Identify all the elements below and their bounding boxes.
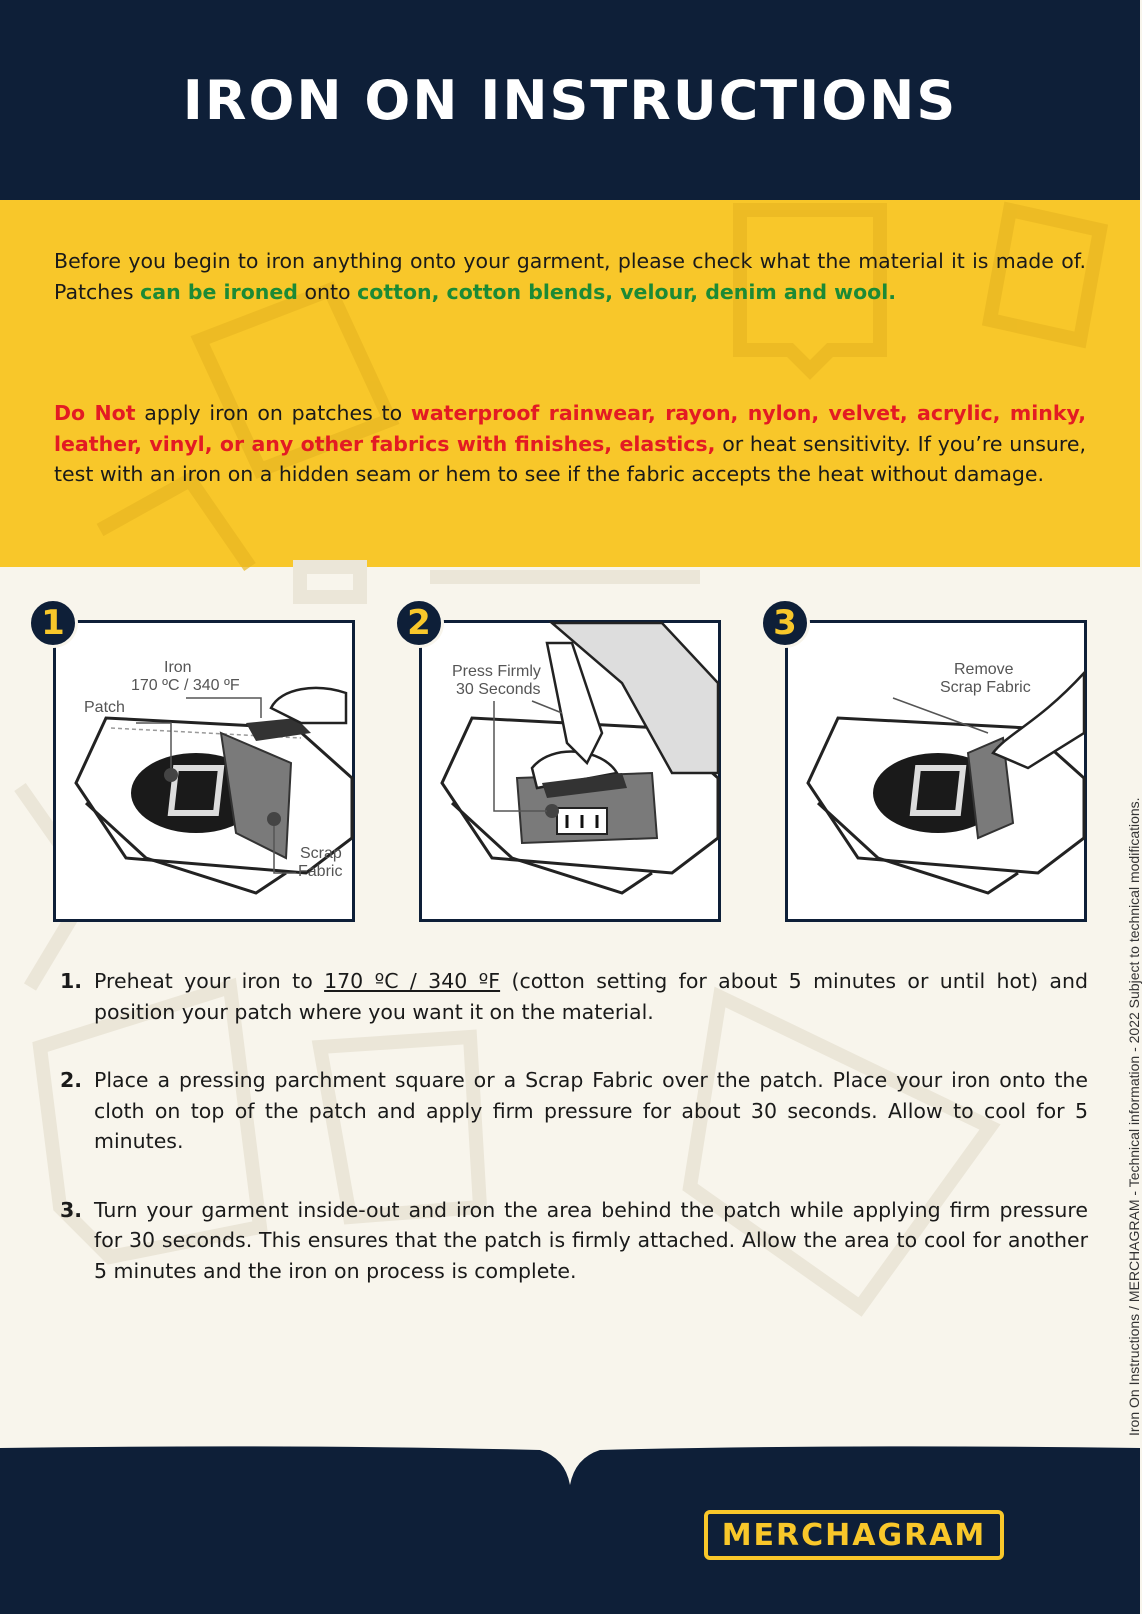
merchagram-logo: MERCHAGRAM	[704, 1510, 1004, 1560]
step-2-badge: 2	[394, 598, 444, 648]
label-30-seconds: 30 Seconds	[456, 681, 541, 698]
header-banner	[0, 0, 1140, 200]
label-scrap-fabric: Scrap Fabric	[940, 679, 1031, 696]
label-remove: Remove	[954, 661, 1014, 678]
step-1-badge: 1	[28, 598, 78, 648]
instruction-list	[56, 966, 1088, 1324]
label-temperature: 170 ºC / 340 ºF	[131, 677, 240, 694]
side-note: Iron On Instructions / MERCHAGRAM - Technical information - 2022 Subject to technical modifications.	[1126, 797, 1142, 1436]
label-scrap: Scrap	[300, 845, 342, 862]
step-3-illustration	[785, 620, 1087, 922]
highlight-forbidden-fabrics: waterproof rainwear, rayon, nylon, velvet, acrylic, minky, leather, vinyl, or any other fabrics with finishes, elastics,	[54, 401, 1087, 456]
intro-paragraph-warnings: Do Not apply iron on patches to waterproof rainwear, rayon, nylon, velvet, acrylic, minky, leather, vinyl, or any other fabrics with finishes, elastics, or heat sensitivity. If you’re unsure, test with an iron on a hidden seam or hem to see if the fabric accepts the heat without damage.	[54, 401, 1087, 486]
intro-section	[0, 200, 1140, 567]
temperature-setting: 170 ºC / 340 ºF	[324, 969, 501, 993]
highlight-can-be-ironed: can be ironed	[140, 279, 298, 304]
label-fabric: Fabric	[298, 863, 343, 880]
highlight-do-not: Do Not	[54, 401, 136, 425]
highlight-allowed-fabrics: cotton, cotton blends, velour, denim and wool.	[357, 279, 897, 304]
page-title: IRON ON INSTRUCTIONS	[182, 68, 958, 132]
instruction-step-1: 1. Preheat your iron to 170 ºC / 340 ºF (cotton setting for about 5 minutes or until hot) and position your patch where you want it on the material.	[60, 969, 1088, 1024]
label-press-firmly: Press Firmly	[452, 663, 541, 680]
instruction-step-2: 2. Place a pressing parchment square or a Scrap Fabric over the patch. Place your iron onto the cloth on top of the patch and apply firm pressure for about 30 seconds. Allow to cool for 5 minutes.	[60, 1068, 1088, 1153]
label-iron: Iron	[164, 659, 192, 676]
instruction-step-3: 3. Turn your garment inside-out and iron the area behind the patch while applying firm pressure for 30 seconds. This ensures that the patch is firmly attached. Allow the area to cool for another 5 minutes and the iron on process is complete.	[60, 1197, 1088, 1283]
step-3-badge: 3	[760, 598, 810, 648]
step-1-illustration	[53, 620, 355, 922]
step-2-illustration	[419, 620, 721, 922]
label-patch: Patch	[84, 699, 125, 716]
intro-paragraph-materials: Before you begin to iron anything onto your garment, please check what the material it is made of. Patches can be ironed onto cotton, cotton blends, velour, denim and wool.	[54, 249, 1086, 304]
